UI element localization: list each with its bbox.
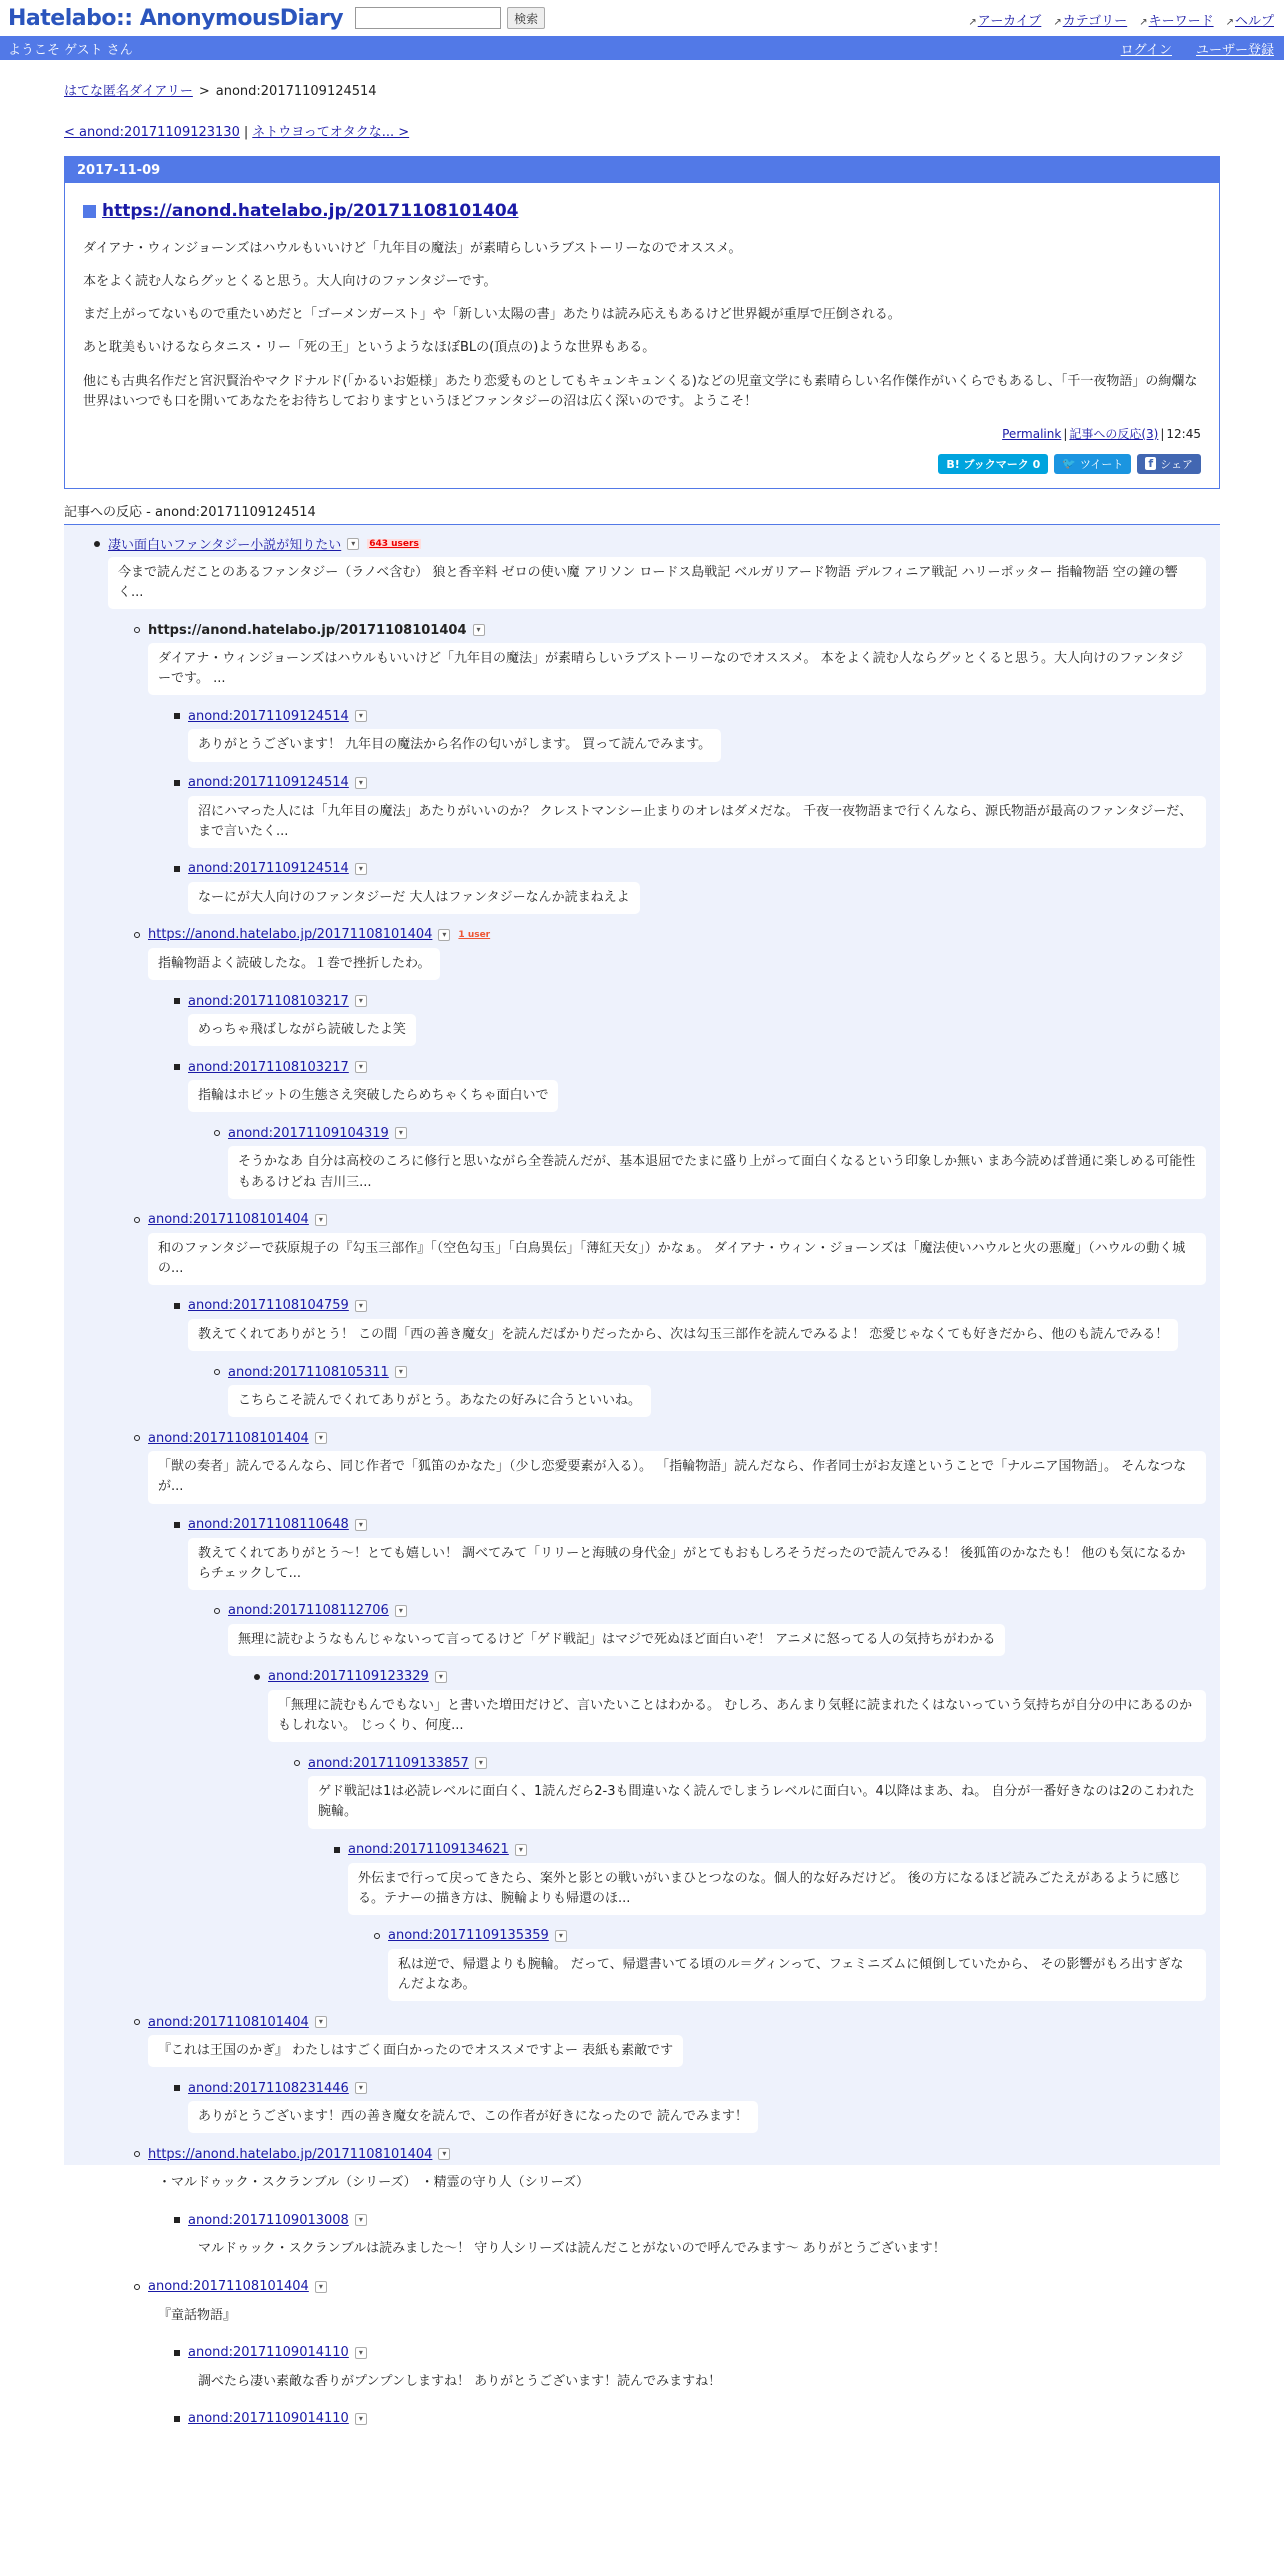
- welcome-text: ようこそ ゲスト さん: [8, 42, 133, 58]
- dropdown-icon[interactable]: ▾: [473, 624, 485, 636]
- dropdown-icon[interactable]: ▾: [438, 2148, 450, 2160]
- breadcrumb-sep: >: [198, 84, 210, 99]
- reference-excerpt: 指輪物語よく読破したな。１巻で挫折したわ。: [148, 948, 440, 980]
- bullet-icon: [374, 1933, 380, 1939]
- reference-excerpt: ・マルドゥック・スクランブル（シリーズ） ・精霊の守り人（シリーズ）: [148, 2167, 599, 2199]
- main-content: [0, 80, 1284, 2427]
- dropdown-icon[interactable]: ▾: [315, 2016, 327, 2028]
- reference-item: [188, 2408, 1206, 2440]
- reference-item: [148, 1209, 1206, 1285]
- dropdown-icon[interactable]: ▾: [395, 1127, 407, 1139]
- bullet-icon: [294, 1760, 300, 1766]
- entry-title: [83, 201, 1201, 221]
- reference-header: [228, 1361, 1206, 1383]
- reference-header: [148, 2143, 1206, 2165]
- facebook-share-button[interactable]: f シェア: [1137, 454, 1201, 474]
- reference-excerpt: 無理に読むようなもんじゃないって言ってるけど「ゲド戦記」はマジで死ぬほど面白いぞ！ アニメに怒ってる人の気持ちがわかる: [228, 1624, 1005, 1656]
- reference-excerpt: こちらこそ読んでくれてありがとう。あなたの好みに合うといいね。: [228, 1385, 651, 1417]
- reference-link[interactable]: https://anond.hatelabo.jp/20171108101404: [148, 2146, 433, 2162]
- reference-item: [148, 2011, 1206, 2077]
- reference-excerpt: ありがとうございます！ 九年目の魔法から名作の匂いがします。 買って読んでみます。: [188, 729, 721, 761]
- reference-link[interactable]: anond:20171108103217: [188, 993, 349, 1009]
- nav-category[interactable]: ↗ カテゴリー: [1053, 10, 1127, 29]
- register-link[interactable]: ユーザー登録: [1195, 42, 1274, 58]
- reference-header: [188, 2209, 1206, 2231]
- dropdown-icon[interactable]: ▾: [475, 1757, 487, 1769]
- day-date: 2017-11-09: [65, 157, 1219, 183]
- dropdown-icon[interactable]: ▾: [355, 2082, 367, 2094]
- reference-link[interactable]: anond:20171109014110: [188, 2411, 349, 2427]
- dropdown-icon[interactable]: ▾: [355, 2413, 367, 2425]
- reference-header: [188, 2342, 1206, 2364]
- user-bar: [0, 36, 1284, 60]
- site-logo[interactable]: Hatelabo:: AnonymousDiary: [8, 5, 344, 31]
- reference-header: [188, 772, 1206, 794]
- prev-link[interactable]: < anond:20171109123130: [64, 125, 240, 140]
- reference-link[interactable]: 凄い面白いファンタジー小説が知りたい: [108, 538, 342, 554]
- reference-header: [228, 1600, 1206, 1622]
- dropdown-icon[interactable]: ▾: [355, 710, 367, 722]
- bullet-icon: [174, 1064, 180, 1070]
- bullet-icon: [214, 1130, 220, 1136]
- reference-link[interactable]: https://anond.hatelabo.jp/20171108101404: [148, 927, 433, 943]
- reference-item: [188, 990, 1206, 1056]
- entry-paragraph: ダイアナ・ウィンジョーンズはハウルもいいけど「九年目の魔法」が素晴らしいラブストーリーなのでオススメ。: [83, 241, 742, 256]
- bullet-icon: [134, 1217, 140, 1223]
- reference-excerpt: 沼にハマった人には「九年目の魔法」あたりがいいのか？ クレストマンシー止まりのオレはダメだな。 千夜一夜物語まで行くんなら、源氏物語が最高のファンタジーだ、まで言いたく...: [188, 796, 1206, 848]
- references-title: 記事への反応 - anond:20171109124514: [64, 501, 1220, 525]
- entry-square-icon: [83, 205, 96, 218]
- dropdown-icon[interactable]: ▾: [315, 1214, 327, 1226]
- reference-excerpt: 私は逆で、帰還よりも腕輪。 だって、帰還書いてる頃のル＝グィンって、フェミニズムに傾倒していたから、 その影響がもろ出すぎなんだよなあ。: [388, 1949, 1206, 2001]
- bullet-icon: [174, 2350, 180, 2356]
- reference-header: [148, 2011, 1206, 2033]
- reference-header: [188, 1295, 1206, 1317]
- nav-keyword[interactable]: ↗ キーワード: [1139, 10, 1213, 29]
- bullet-icon: [174, 1303, 180, 1309]
- bullet-icon: [174, 866, 180, 872]
- reference-header: [388, 1925, 1206, 1947]
- reference-link[interactable]: anond:20171108104759: [188, 1298, 349, 1314]
- reference-header: [188, 2408, 1206, 2430]
- bullet-icon: [134, 2151, 140, 2157]
- reference-item: [188, 705, 1206, 771]
- reference-link[interactable]: anond:20171108110648: [188, 1517, 349, 1533]
- reference-excerpt: ありがとうございます！西の善き魔女を読んで、この作者が好きになったので 読んでみます！: [188, 2101, 758, 2133]
- dropdown-icon[interactable]: ▾: [355, 863, 367, 875]
- dropdown-icon[interactable]: ▾: [355, 2214, 367, 2226]
- bullet-icon: [134, 932, 140, 938]
- reference-link[interactable]: anond:20171109123329: [268, 1669, 429, 1685]
- reference-header: [268, 1666, 1206, 1688]
- reference-item: [188, 1056, 1206, 1122]
- bullet-icon: [334, 1847, 340, 1853]
- reference-link[interactable]: anond:20171109014110: [188, 2345, 349, 2361]
- dropdown-icon[interactable]: ▾: [355, 2347, 367, 2359]
- reference-excerpt: 教えてくれてありがとう！ この間「西の善き魔女」を読んだばかりだったから、次は勾玉三部作を読んでみるよ！ 恋愛じゃなくても好きだから、他のも読んでみる！: [188, 1319, 1178, 1351]
- reference-item: [188, 2209, 1206, 2275]
- entry-body: [83, 239, 1201, 412]
- reference-excerpt: そうかなあ 自分は高校のころに修行と思いながら全巻読んだが、基本退屈でたまに盛り上がって面白くなるという印象しか無い まあ今読めば普通に楽しめる可能性もあるけどね 吉川三...: [228, 1146, 1206, 1198]
- dropdown-icon[interactable]: ▾: [395, 1605, 407, 1617]
- dropdown-icon[interactable]: ▾: [347, 538, 359, 550]
- bookmark-users-badge[interactable]: 643 users: [369, 538, 419, 549]
- reference-header: [188, 858, 1206, 880]
- dropdown-icon[interactable]: ▾: [315, 2281, 327, 2293]
- reference-link[interactable]: anond:20171108231446: [188, 2080, 349, 2096]
- reference-excerpt: ダイアナ・ウィンジョーンズはハウルもいいけど「九年目の魔法」が素晴らしいラブストーリーなのでオススメ。 本をよく読む人ならグッとくると思う。大人向けのファンタジーです。 ...: [148, 643, 1206, 695]
- reference-item: [188, 2342, 1206, 2408]
- reference-excerpt: マルドゥック・スクランブルは読みました～！ 守り人シリーズは読んだことがないので呼んでみます～ ありがとうございます！: [188, 2233, 956, 2265]
- bullet-icon: [134, 1435, 140, 1441]
- diary-day: [64, 156, 1220, 489]
- reference-link[interactable]: anond:20171109133857: [308, 1755, 469, 1771]
- reference-header: [188, 705, 1206, 727]
- reference-item: [308, 1752, 1206, 1838]
- reference-header: [148, 1209, 1206, 1231]
- top-nav: [968, 10, 1274, 29]
- nav-archive[interactable]: ↗ アーカイブ: [968, 10, 1041, 29]
- reference-item: [348, 1839, 1206, 1915]
- reference-link[interactable]: anond:20171109135359: [388, 1928, 549, 1944]
- reference-link[interactable]: anond:20171109124514: [188, 708, 349, 724]
- bullet-icon: [134, 627, 140, 633]
- reference-excerpt: 調べたら凄い素敵な香りがプンプンしますね！ ありがとうございます！読んでみますね！: [188, 2366, 731, 2398]
- breadcrumb-current: anond:20171109124514: [215, 84, 377, 99]
- reference-excerpt: 指輪はホビットの生態さえ突破したらめちゃくちゃ面白いで: [188, 1080, 558, 1112]
- reference-header: [188, 1514, 1206, 1536]
- reference-item: [188, 858, 1206, 924]
- reference-excerpt: 教えてくれてありがとう～！とても嬉しい！ 調べてみて「リリーと海賊の身代金」がとてもおもしろそうだったので読んでみる！ 後狐笛のかなたも！ 他のも気になるからチェックして...: [188, 1538, 1206, 1590]
- dropdown-icon[interactable]: ▾: [355, 1061, 367, 1073]
- bullet-icon: [174, 998, 180, 1004]
- reference-header: [188, 1056, 1206, 1078]
- reference-excerpt: 外伝まで行って戻ってきたら、案外と影との戦いがいまひとつなのな。個人的な好みだけど。 後の方になるほど読みごたえがあるように感じる。テナーの描き方は、腕輪よりも帰還のほ...: [348, 1863, 1206, 1915]
- entry-time: 12:45: [1166, 426, 1201, 441]
- reference-link[interactable]: anond:20171109124514: [188, 775, 349, 791]
- reference-item: [148, 1427, 1206, 1503]
- prev-next-nav: [64, 121, 1220, 140]
- bullet-icon: [174, 2217, 180, 2223]
- bullet-icon: [174, 2085, 180, 2091]
- bookmark-users-badge[interactable]: 1 user: [458, 929, 491, 940]
- search-button[interactable]: 検索: [507, 7, 545, 29]
- bullet-icon: [254, 1674, 260, 1680]
- reference-link[interactable]: anond:20171108103217: [188, 1059, 349, 1075]
- dropdown-icon[interactable]: ▾: [435, 1671, 447, 1683]
- nav-help[interactable]: ↗ ヘルプ: [1226, 10, 1274, 29]
- reference-header: [348, 1839, 1206, 1861]
- bullet-icon: [174, 1522, 180, 1528]
- reference-header: [148, 2276, 1206, 2298]
- reference-excerpt: 和のファンタジーで荻原規子の『勾玉三部作』「（空色勾玉」「白鳥異伝」「薄紅天女」）かなぁ。 ダイアナ・ウィン・ジョーンズは「魔法使いハウルと火の悪魔」（ハウルの動く城の...: [148, 1233, 1206, 1285]
- reference-link[interactable]: anond:20171108101404: [148, 1212, 309, 1228]
- entry-paragraph: 本をよく読む人ならグッとくると思う。大人向けのファンタジーです。: [83, 274, 497, 290]
- reference-link[interactable]: anond:20171108101404: [148, 2014, 309, 2030]
- dropdown-icon[interactable]: ▾: [438, 929, 450, 941]
- reference-link[interactable]: https://anond.hatelabo.jp/20171108101404: [148, 622, 467, 638]
- reference-item: [148, 619, 1206, 695]
- hatena-bookmark-button[interactable]: B! ブックマーク 0: [938, 454, 1048, 474]
- reference-link[interactable]: anond:20171108101404: [148, 2279, 309, 2295]
- reference-item: [228, 1122, 1206, 1198]
- facebook-icon: f: [1145, 457, 1156, 470]
- reference-link[interactable]: anond:20171109134621: [348, 1842, 509, 1857]
- reference-excerpt: 『これは王国のかぎ』 わたしはすごく面白かったのでオススメですよー 表紙も素敵です: [148, 2035, 683, 2067]
- reference-item: [188, 1295, 1206, 1361]
- prev-next-sep: |: [243, 125, 249, 140]
- reference-header: [148, 619, 1206, 641]
- reference-tree: [64, 525, 1220, 2427]
- dropdown-icon[interactable]: ▾: [315, 1432, 327, 1444]
- reference-excerpt: 「獣の奏者」読んでるんなら、同じ作者で「狐笛のかなた」（少し恋愛要素が入る）。 「指輪物語」読んだなら、作者同士がお友達ということで「ナルニア国物語」。 そんなつなが...: [148, 1451, 1206, 1503]
- tweet-button[interactable]: 🐦 ツイート: [1054, 454, 1131, 474]
- bullet-icon: [174, 713, 180, 719]
- reference-header: [148, 1427, 1206, 1449]
- reference-link[interactable]: anond:20171109104319: [228, 1125, 389, 1141]
- dropdown-icon[interactable]: ▾: [515, 1844, 527, 1856]
- dropdown-icon[interactable]: ▾: [355, 1519, 367, 1531]
- reference-link[interactable]: anond:20171108112706: [228, 1603, 389, 1619]
- bullet-icon: [134, 2019, 140, 2025]
- entry-paragraph: まだ上がってないもので重たいめだと「ゴーメンガースト」や「新しい太陽の書」あたりは読み応えもあるけど世界観が重厚で圧倒される。: [83, 307, 901, 323]
- entry: [65, 183, 1219, 488]
- dropdown-icon[interactable]: ▾: [355, 995, 367, 1007]
- reference-item: [108, 533, 1206, 609]
- breadcrumb: [64, 80, 1220, 99]
- bullet-icon: [214, 1369, 220, 1375]
- bullet-icon: [174, 2416, 180, 2422]
- dropdown-icon[interactable]: ▾: [395, 1366, 407, 1378]
- reference-header: [188, 990, 1206, 1012]
- reference-header: [108, 533, 1206, 555]
- twitter-icon: 🐦: [1062, 457, 1076, 471]
- dropdown-icon[interactable]: ▾: [355, 1300, 367, 1312]
- entry-title-link[interactable]: https://anond.hatelabo.jp/20171108101404: [102, 201, 519, 221]
- reference-excerpt: 今まで読んだことのあるファンタジー（ラノベ含む） 狼と香辛料 ゼロの使い魔 アリソン ロードス島戦記 ベルガリアード物語 デルフィニア戦記 ハリーポッター 指輪物語 空の鐘の響く...: [108, 557, 1206, 609]
- reference-link[interactable]: anond:20171109124514: [188, 861, 349, 877]
- reference-header: [228, 1122, 1206, 1144]
- bullet-icon: [134, 2284, 140, 2290]
- reference-link[interactable]: anond:20171109013008: [188, 2212, 349, 2228]
- entry-paragraph: あと耽美もいけるならタニス・リー「死の王」というようなほぼBLの(頂点の)ような世界もある。: [83, 340, 656, 356]
- bullet-icon: [174, 780, 180, 786]
- entry-footer: Permalink | 記事への反応(3) | 12:45: [1002, 426, 1201, 441]
- reference-header: [188, 2077, 1206, 2099]
- share-buttons: [83, 454, 1201, 474]
- reference-item: [148, 2276, 1206, 2342]
- reference-item: [188, 772, 1206, 848]
- bullet-icon: [214, 1608, 220, 1614]
- reference-excerpt: ゲド戦記は1は必読レベルに面白く、1読んだら2-3も間違いなく読んでしまうレベルに面白い。4以降はまあ、ね。 自分が一番好きなのは2のこわれた腕輪。: [308, 1776, 1206, 1828]
- reference-item: [148, 2143, 1206, 2209]
- reference-item: [228, 1361, 1206, 1427]
- reference-excerpt: 「無理に読むもんでもない」と書いた増田だけど、言いたいことはわかる。 むしろ、あんまり気軽に読まれたくはないっていう気持ちが自分の中にあるのかもしれない。 じっくり、何度...: [268, 1690, 1206, 1742]
- dropdown-icon[interactable]: ▾: [355, 777, 367, 789]
- login-link[interactable]: ログイン: [1120, 42, 1172, 58]
- reference-item: [388, 1925, 1206, 2011]
- reference-excerpt: なーにが大人向けのファンタジーだ 大人はファンタジーなんか読まねえよ: [188, 882, 640, 914]
- reference-item: [228, 1600, 1206, 1666]
- search-input[interactable]: [355, 7, 501, 29]
- reference-excerpt: めっちゃ飛ばしながら読破したよ笑: [188, 1014, 416, 1046]
- reference-item: [188, 2077, 1206, 2143]
- reference-header: [148, 924, 1206, 946]
- breadcrumb-home[interactable]: はてな匿名ダイアリー: [64, 84, 193, 99]
- entry-paragraph: 他にも古典名作だと宮沢賢治やマクドナルド(「かるいお姫様」あたり恋愛ものとしてもキュンキュンくる)などの児童文学にも素晴らしい名作傑作がいくらでもあるし、「千一夜物語」の絢爛な世界はいつでも口を開いてあなたをお待ちしておりますというほどファンタジーの沼は広く深いのです。ようこそ！: [83, 373, 1198, 409]
- reference-header: [308, 1752, 1206, 1774]
- reference-item: [148, 924, 1206, 990]
- reactions-link[interactable]: 記事への反応(3): [1069, 426, 1159, 441]
- reference-item: [188, 1514, 1206, 1590]
- site-header: [0, 0, 1284, 36]
- permalink[interactable]: Permalink: [1002, 426, 1062, 441]
- reference-item: [268, 1666, 1206, 1742]
- bullet-icon: [94, 541, 100, 547]
- next-link[interactable]: ネトウヨってオタクな... >: [252, 125, 410, 140]
- reference-excerpt: 『童話物語』: [148, 2300, 246, 2332]
- reference-link[interactable]: anond:20171108105311: [228, 1364, 389, 1380]
- dropdown-icon[interactable]: ▾: [555, 1930, 567, 1942]
- reference-link[interactable]: anond:20171108101404: [148, 1430, 309, 1446]
